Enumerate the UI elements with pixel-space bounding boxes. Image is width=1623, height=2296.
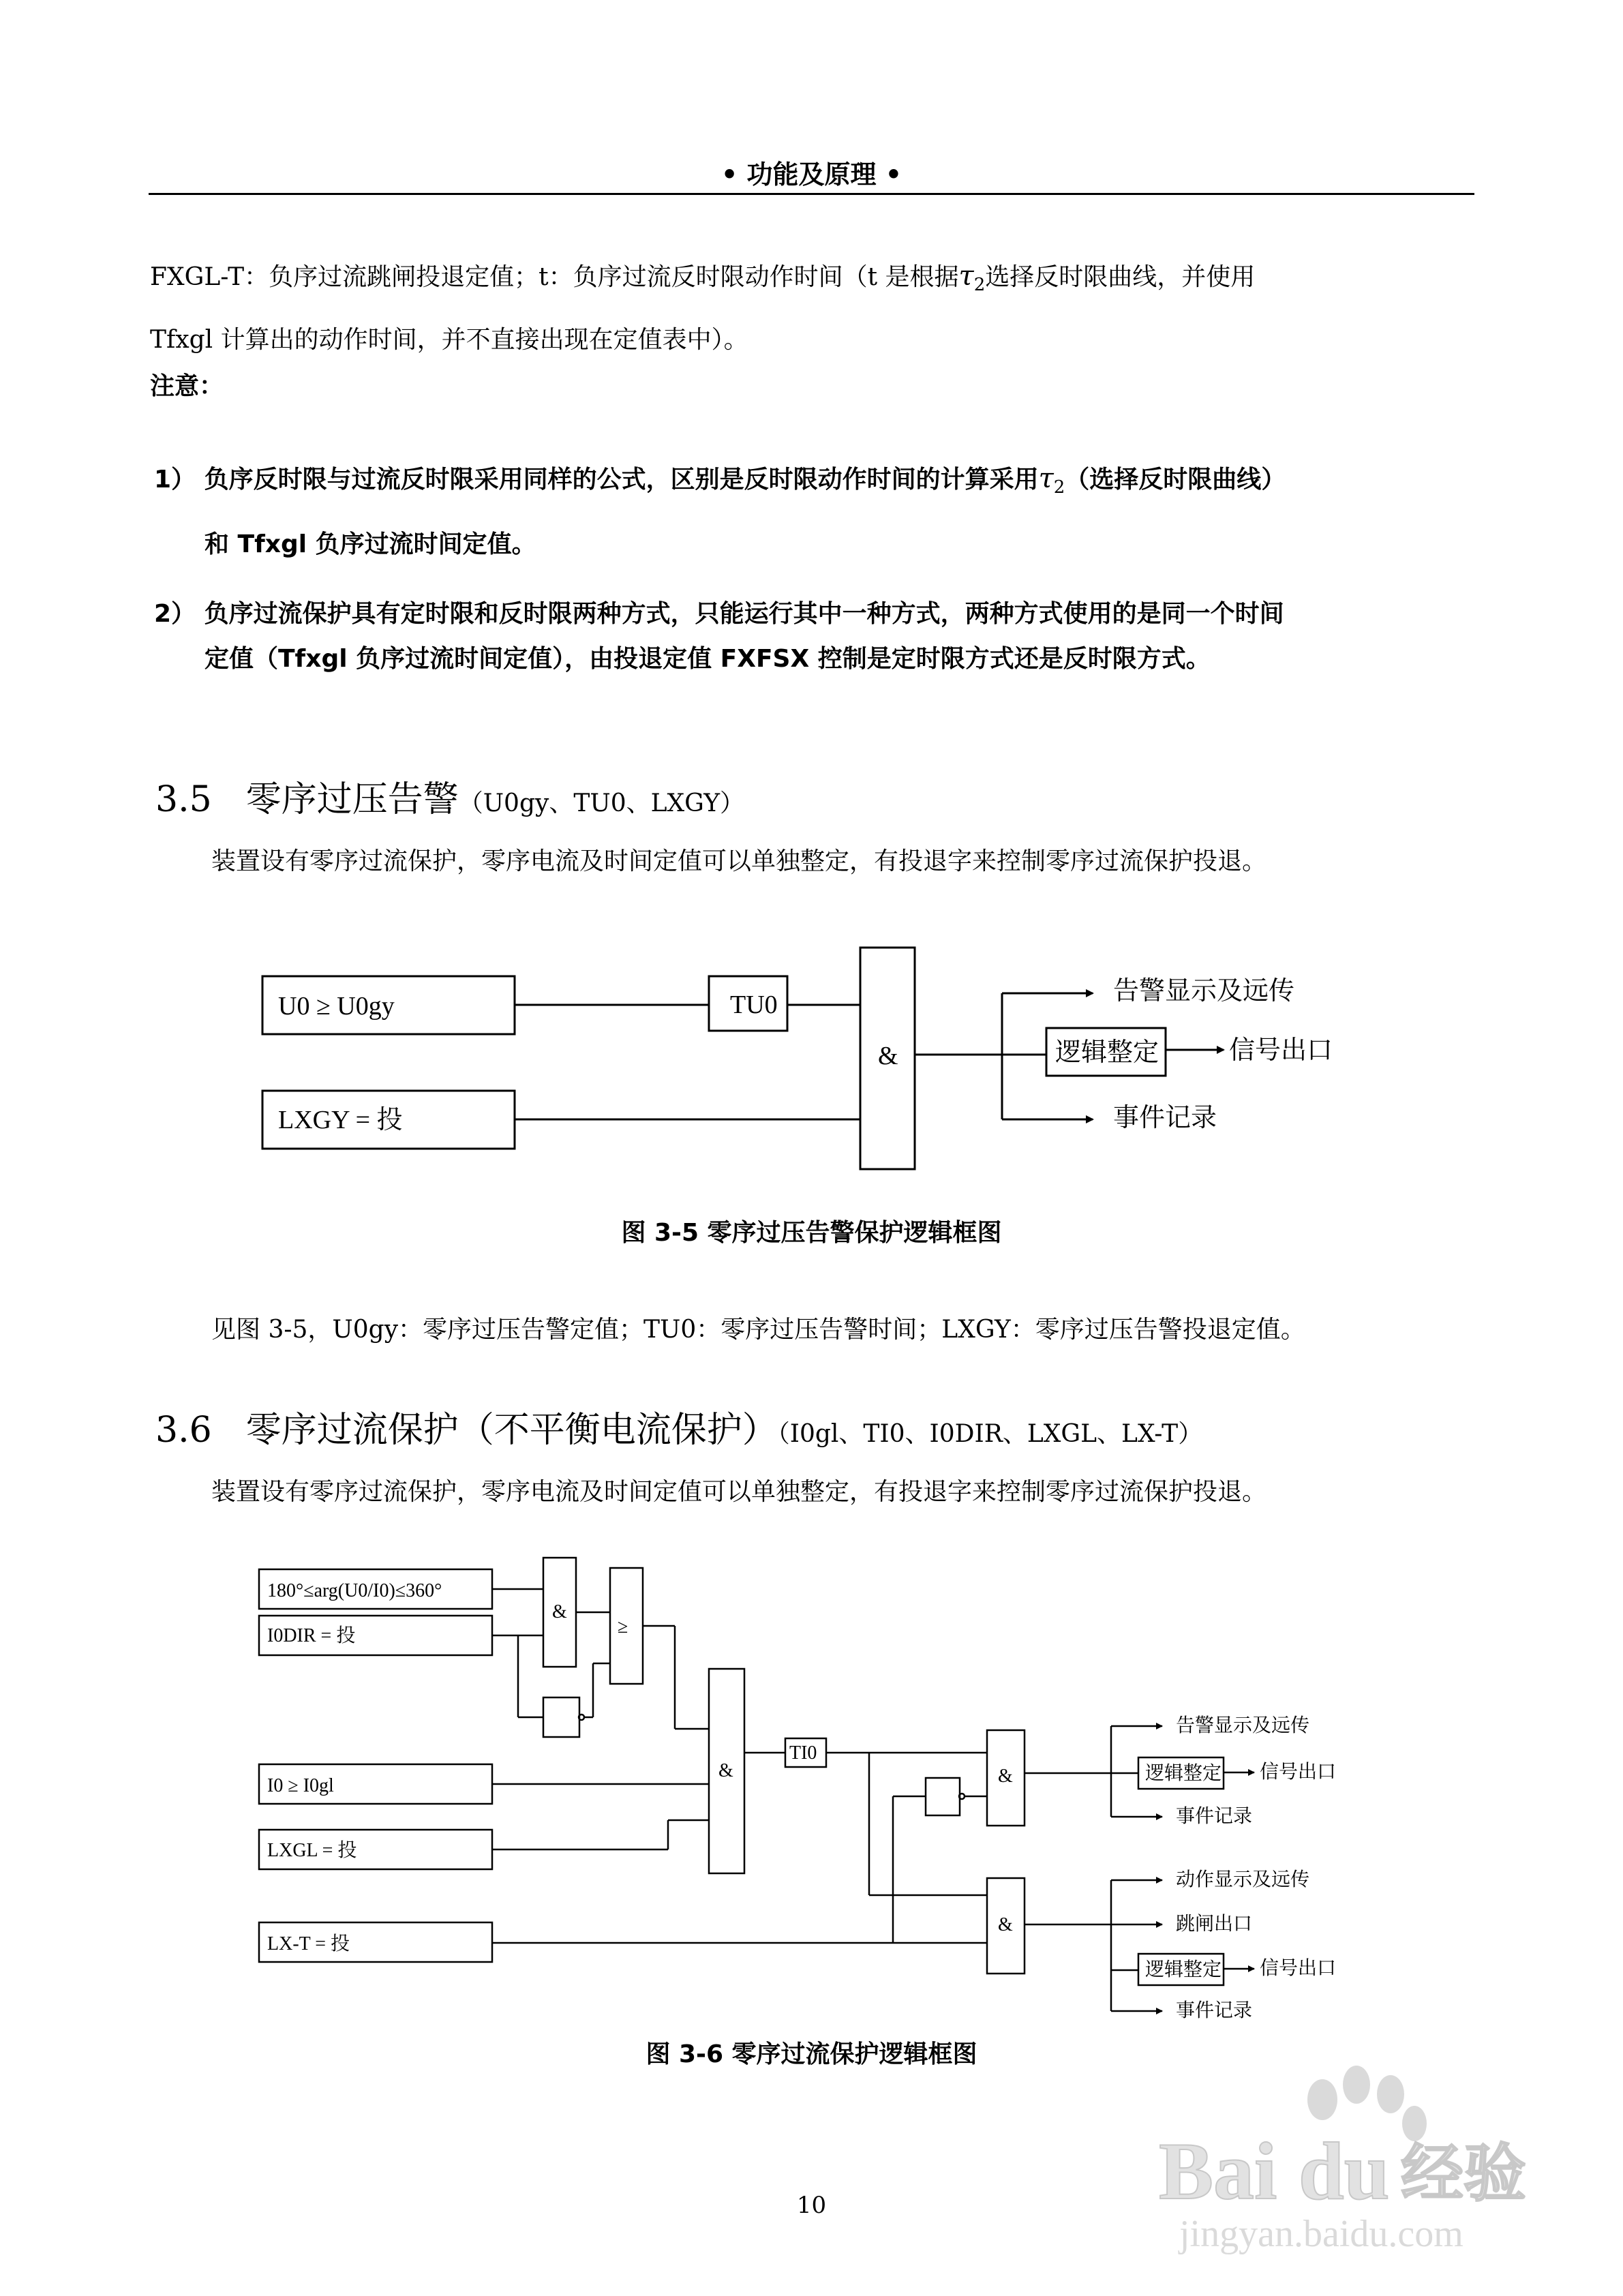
output-signal-label-2: 信号出口 (1260, 1958, 1337, 1979)
paw-toe-3 (1377, 2075, 1404, 2113)
paw-toe-1 (1307, 2079, 1337, 2120)
section-3-5-explanation: 见图 3-5，U0gy：零序过压告警定值；TU0：零序过压告警时间；LXGY：零序过压告警投退定值。 (211, 1316, 1305, 1344)
section-params: （I0gl、TI0、I0DIR、LXGL、LX-T） (777, 1420, 1203, 1448)
section-number: 3.5 (155, 779, 212, 820)
section-number: 3.6 (155, 1410, 212, 1451)
output-signal-label-1: 信号出口 (1260, 1762, 1337, 1783)
output-alarm-label: 告警显示及远传 (1176, 1715, 1310, 1736)
and-gate-output-2-label: & (998, 1914, 1013, 1935)
page-number: 10 (796, 2192, 827, 2219)
timer-tu0-label: TU0 (730, 991, 778, 1019)
text-segment: 1） 负序反时限与过流反时限采用同样的公式，区别是反时限动作时间的计算采用 (154, 466, 1039, 494)
watermark-brand: Bai (1159, 2126, 1277, 2216)
section-title: 零序过流保护（不平衡电流保护） (245, 1410, 778, 1451)
not-gate-2 (926, 1778, 960, 1815)
and-gate-output-1-label: & (998, 1766, 1013, 1787)
paw-toe-2 (1343, 2066, 1370, 2104)
output-trip-label: 跳闸出口 (1176, 1914, 1253, 1935)
logic-setting-label-2: 逻辑整定 (1145, 1959, 1222, 1980)
and-gate-label: & (878, 1042, 898, 1070)
watermark-jingyan: 经验 (1401, 2139, 1527, 2209)
section-title: 零序过压告警 (245, 779, 459, 820)
input-i0-label: I0 ≥ I0gl (267, 1775, 334, 1796)
timer-ti0-label: TI0 (789, 1742, 817, 1764)
input-lxt-label: LX-T = 投 (267, 1933, 350, 1954)
watermark-url: jingyan.baidu.com (1179, 2213, 1463, 2255)
and-gate-1-label: & (552, 1601, 567, 1622)
tau-subscript: 2 (1053, 477, 1065, 498)
output-event-label-2: 事件记录 (1176, 2000, 1253, 2021)
output-alarm-label: 告警显示及远传 (1113, 977, 1295, 1006)
text-segment: （选择反时限曲线） (1065, 466, 1286, 494)
figure-3-6-caption: 图 3-6 零序过流保护逻辑框图 (646, 2040, 977, 2068)
input-lxgy-label: LXGY = 投 (278, 1106, 403, 1134)
output-event-label: 事件记录 (1113, 1104, 1217, 1132)
output-action-label: 动作显示及远传 (1176, 1869, 1310, 1890)
output-signal-label: 信号出口 (1229, 1036, 1333, 1065)
page-header-title: • 功能及原理 • (721, 160, 902, 190)
section-3-6-intro: 装置设有零序过流保护，零序电流及时间定值可以单独整定，有投退字来控制零序过流保护投退。 (211, 1478, 1267, 1506)
input-i0dir-label: I0DIR = 投 (267, 1625, 356, 1646)
note-item-2-line1: 2） 负序过流保护具有定时限和反时限两种方式，只能运行其中一种方式，两种方式使用的是同一个时间 (154, 600, 1284, 628)
paw-toe-4 (1402, 2106, 1427, 2141)
not-gate-1 (543, 1697, 579, 1737)
baidu-jingyan-watermark (1152, 2059, 1534, 2256)
note-item-1-line2: 和 Tfxgl 负序过流时间定值。 (204, 530, 536, 558)
or-gate-label: ≥ (618, 1616, 628, 1637)
figure-3-5-caption: 图 3-5 零序过压告警保护逻辑框图 (621, 1219, 1002, 1247)
output-event-label-1: 事件记录 (1176, 1806, 1253, 1827)
logic-setting-label: 逻辑整定 (1055, 1038, 1159, 1067)
logic-setting-label-1: 逻辑整定 (1145, 1763, 1222, 1784)
section-params: （U0gy、TU0、LXGY） (458, 789, 745, 817)
tau-symbol: τ (1038, 463, 1054, 494)
watermark-brand-du: du (1299, 2126, 1390, 2216)
input-u0-label: U0 ≥ U0gy (278, 992, 395, 1021)
note-label: 注意： (150, 372, 224, 400)
input-lxgl-label: LXGL = 投 (267, 1840, 357, 1861)
paragraph-fxgl-line2: Tfxgl 计算出的动作时间，并不直接出现在定值表中）。 (150, 326, 748, 354)
and-gate-main-label: & (718, 1760, 733, 1781)
text-segment: 选择反时限曲线，并使用 (985, 263, 1256, 291)
section-3-5-intro: 装置设有零序过流保护，零序电流及时间定值可以单独整定，有投退字来控制零序过流保护投退。 (211, 847, 1267, 875)
tau-subscript: 2 (973, 275, 986, 296)
input-angle-label: 180°≤arg(U0/I0)≤360° (267, 1580, 442, 1601)
note-item-2-line2: 定值（Tfxgl 负序过流时间定值），由投退定值 FXFSX 控制是定时限方式还是反时限方式。 (204, 645, 1211, 673)
tau-symbol: τ (958, 260, 974, 292)
text-segment: FXGL-T：负序过流跳闸投退定值；t：负序过流反时限动作时间（t 是根据 (150, 263, 959, 291)
